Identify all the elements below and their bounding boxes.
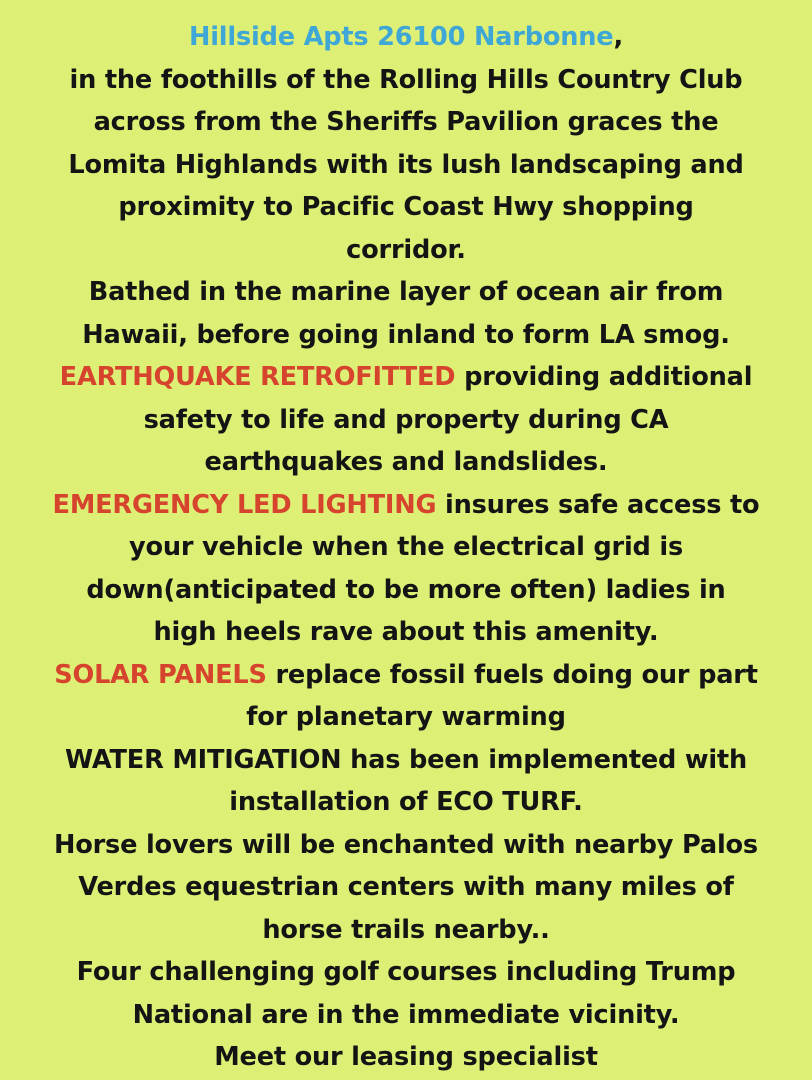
lighting-line [0,484,812,527]
address-heading: Hillside Apts 26100 Narbonne [188,22,614,52]
lighting-description: insures safe access to [436,489,760,520]
text-line: Lomita Highlands with its lush landscaping and [68,149,744,180]
text-line: Horse lovers will be enchanted with nearby Palos [54,829,758,860]
solar-panels-label: SOLAR PANELS [54,659,267,690]
text-line: corridor. [346,234,466,265]
text-line: high heels rave about this amenity. [153,617,659,647]
text-line: in the foothills of the Rolling Hills Country Club [69,64,743,95]
earthquake-line [0,356,812,399]
text-line: National are in the immediate vicinity. [132,999,680,1030]
text-line: proximity to Pacific Coast Hwy shopping [118,192,694,222]
solar-description: replace fossil fuels doing our part [266,659,758,690]
text-line: horse trails nearby.. [262,914,550,945]
text-line: Verdes equestrian centers with many miles of [78,872,734,902]
emergency-lighting-label: EMERGENCY LED LIGHTING [52,489,437,520]
text-line: safety to life and property during CA [143,404,669,435]
text-line: Bathed in the marine layer of ocean air from [88,277,724,307]
text-line: WATER MITIGATION has been implemented with [65,744,747,775]
text-line: Hawaii, before going inland to form LA smog. [82,319,730,350]
text-line: your vehicle when the electrical grid is [128,532,684,562]
earthquake-description: providing additional [455,362,753,392]
text-line: Four challenging golf courses including Trump [76,957,736,987]
heading-line [0,16,812,59]
earthquake-retrofitted-label: EARTHQUAKE RETROFITTED [59,362,456,392]
text-line: for planetary warming [246,702,566,732]
text-line: earthquakes and landslides. [204,447,608,477]
text-line: down(anticipated to be more often) ladies in [86,574,726,605]
solar-line [0,654,812,697]
text-line: Meet our leasing specialist [214,1042,598,1072]
text-line: across from the Sheriffs Pavilion graces the [93,107,719,137]
text-line: installation of ECO TURF. [229,787,583,817]
heading-comma: , [613,22,623,52]
